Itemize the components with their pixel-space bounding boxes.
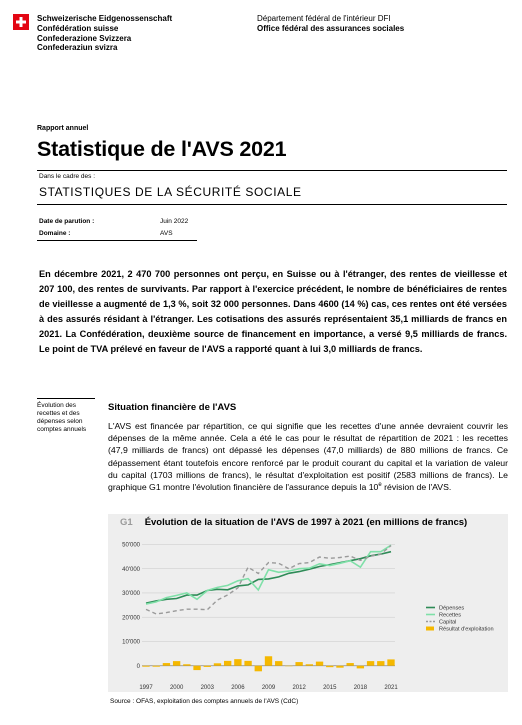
result-bar — [234, 659, 241, 666]
federation-rm: Confederaziun svizra — [37, 43, 118, 53]
section-title: Situation financière de l'AVS — [108, 402, 237, 413]
result-bar — [377, 661, 384, 666]
y-tick-label: 30'000 — [122, 591, 140, 598]
body-text: L'AVS est financée par répartition, ce qui signifie que les recettes d'une année devraient couvrir les dépenses de la même année. Cela a été le cas pour le résultat de répartition de 2021 : les recettes (47,9 milliards de francs) ont dépassé les dépenses (47,0 milliards) de 880 millions de francs. Ce dépassement étant toutefois encore renforcé par le produit courant du capital et la variation de valeur du capital (1703 millions de francs), le résultat d'exploitation est positif (2583 millions de francs). Le graphique G1 montre l'évolution financière de l'assurance depuis la 10 — [108, 421, 508, 493]
federation-names — [37, 14, 172, 53]
x-tick-label: 2009 — [261, 685, 276, 691]
x-tick-label: 2006 — [231, 685, 245, 691]
result-bar — [265, 656, 272, 665]
y-tick-label: 50'000 — [122, 542, 140, 549]
result-bar — [204, 666, 211, 667]
result-bar — [357, 666, 364, 669]
series-line-d-penses — [146, 552, 391, 603]
y-tick-label: 20'000 — [122, 615, 140, 622]
legend-label: Capital — [439, 619, 457, 626]
title-divider — [37, 170, 507, 171]
sidebar-note: Évolution des recettes et des dépenses selon comptes annuels — [37, 402, 87, 433]
chart-label: G1 — [120, 517, 133, 528]
result-bar — [142, 666, 149, 667]
series-title: STATISTIQUES DE LA SÉCURITÉ SOCIALE — [39, 185, 302, 199]
section-body — [108, 420, 508, 493]
result-bar — [275, 661, 282, 666]
legend-label: Résultat d'exploitation — [439, 626, 494, 633]
source-note: Source : OFAS, exploitation des comptes annuels de l'AVS (CdC) — [110, 698, 299, 705]
x-tick-label: 2003 — [200, 685, 214, 691]
result-bar — [387, 659, 394, 665]
result-bar — [224, 661, 231, 666]
report-kicker: Rapport annuel — [37, 125, 89, 132]
chart-title: Évolution de la situation de l'AVS de 1997 à 2021 (en millions de francs) — [144, 517, 468, 528]
swiss-flag-icon — [13, 14, 29, 30]
series-line-recettes — [146, 545, 391, 604]
x-tick-label: 2018 — [353, 685, 368, 691]
result-bar — [295, 662, 302, 666]
series-line-capital — [146, 546, 391, 614]
result-bar — [183, 664, 190, 665]
result-bar — [346, 663, 353, 666]
department-block — [257, 14, 404, 34]
context-label: Dans le cadre des : — [39, 173, 96, 180]
domain-label: Domaine : — [39, 230, 71, 237]
result-bar — [193, 666, 200, 670]
sidebar-divider — [37, 398, 95, 399]
chart-header — [108, 517, 508, 533]
publication-date-value: Juin 2022 — [160, 218, 189, 225]
meta-divider — [37, 240, 197, 241]
legend-swatch — [426, 627, 434, 631]
legend-label: Dépenses — [439, 605, 465, 612]
domain-value: AVS — [160, 230, 173, 237]
y-tick-label: 40'000 — [122, 566, 140, 573]
result-bar — [367, 661, 374, 666]
federation-de: Schweizerische Eidgenossenschaft — [37, 14, 173, 23]
result-bar — [244, 661, 251, 666]
x-tick-label: 1997 — [139, 685, 153, 691]
x-tick-label: 2000 — [169, 685, 184, 691]
result-bar — [285, 666, 292, 667]
series-divider — [37, 204, 507, 205]
result-bar — [163, 663, 170, 666]
financial-evolution-chart — [108, 533, 508, 692]
body-text-end: révision de l'AVS. — [381, 482, 452, 493]
office-name: Office fédéral des assurances sociales — [257, 24, 405, 33]
publication-date-label: Date de parution : — [39, 218, 95, 225]
body-superscript: e — [378, 482, 382, 489]
result-bar — [153, 666, 160, 667]
result-bar — [306, 664, 313, 665]
lead-paragraph: En décembre 2021, 2 470 700 personnes ont perçu, en Suisse ou à l'étranger, des rentes de vieillesse et 207 100, des rentes de survivants. Par rapport à l'exercice précédent, le nombre de bénéficiaires de rentes de vieillesse a augmenté de 1,3 %, soit 32 000 personnes. Dans 4600 (14 %) cas, ces rentes ont été versées à des assurés résidant à l'étranger. Les cotisations des assurés représentaient 35,1 milliards de francs en 2021. La Confédération, deuxième source de financement en importance, a versé 9,5 milliards de francs. Le point de TVA prélevé en faveur de l'AVS a rapporté quant à lui 3,0 milliards de francs. — [39, 269, 507, 354]
result-bar — [336, 666, 343, 668]
result-bar — [173, 661, 180, 666]
y-tick-label: 0 — [136, 663, 140, 670]
x-tick-label: 2015 — [323, 685, 337, 691]
x-tick-label: 2021 — [384, 685, 398, 691]
page-title: Statistique de l'AVS 2021 — [37, 137, 287, 161]
y-tick-label: 10'000 — [122, 639, 140, 646]
x-tick-label: 2012 — [292, 685, 306, 691]
result-bar — [214, 663, 221, 665]
result-bar — [255, 666, 262, 672]
result-bar — [316, 662, 323, 666]
federation-fr: Confédération suisse — [37, 23, 119, 33]
result-bar — [326, 666, 333, 667]
department-name: Département fédéral de l'intérieur DFI — [257, 14, 391, 23]
legend-label: Recettes — [439, 612, 462, 619]
federation-it: Confederazione Svizzera — [37, 33, 132, 43]
